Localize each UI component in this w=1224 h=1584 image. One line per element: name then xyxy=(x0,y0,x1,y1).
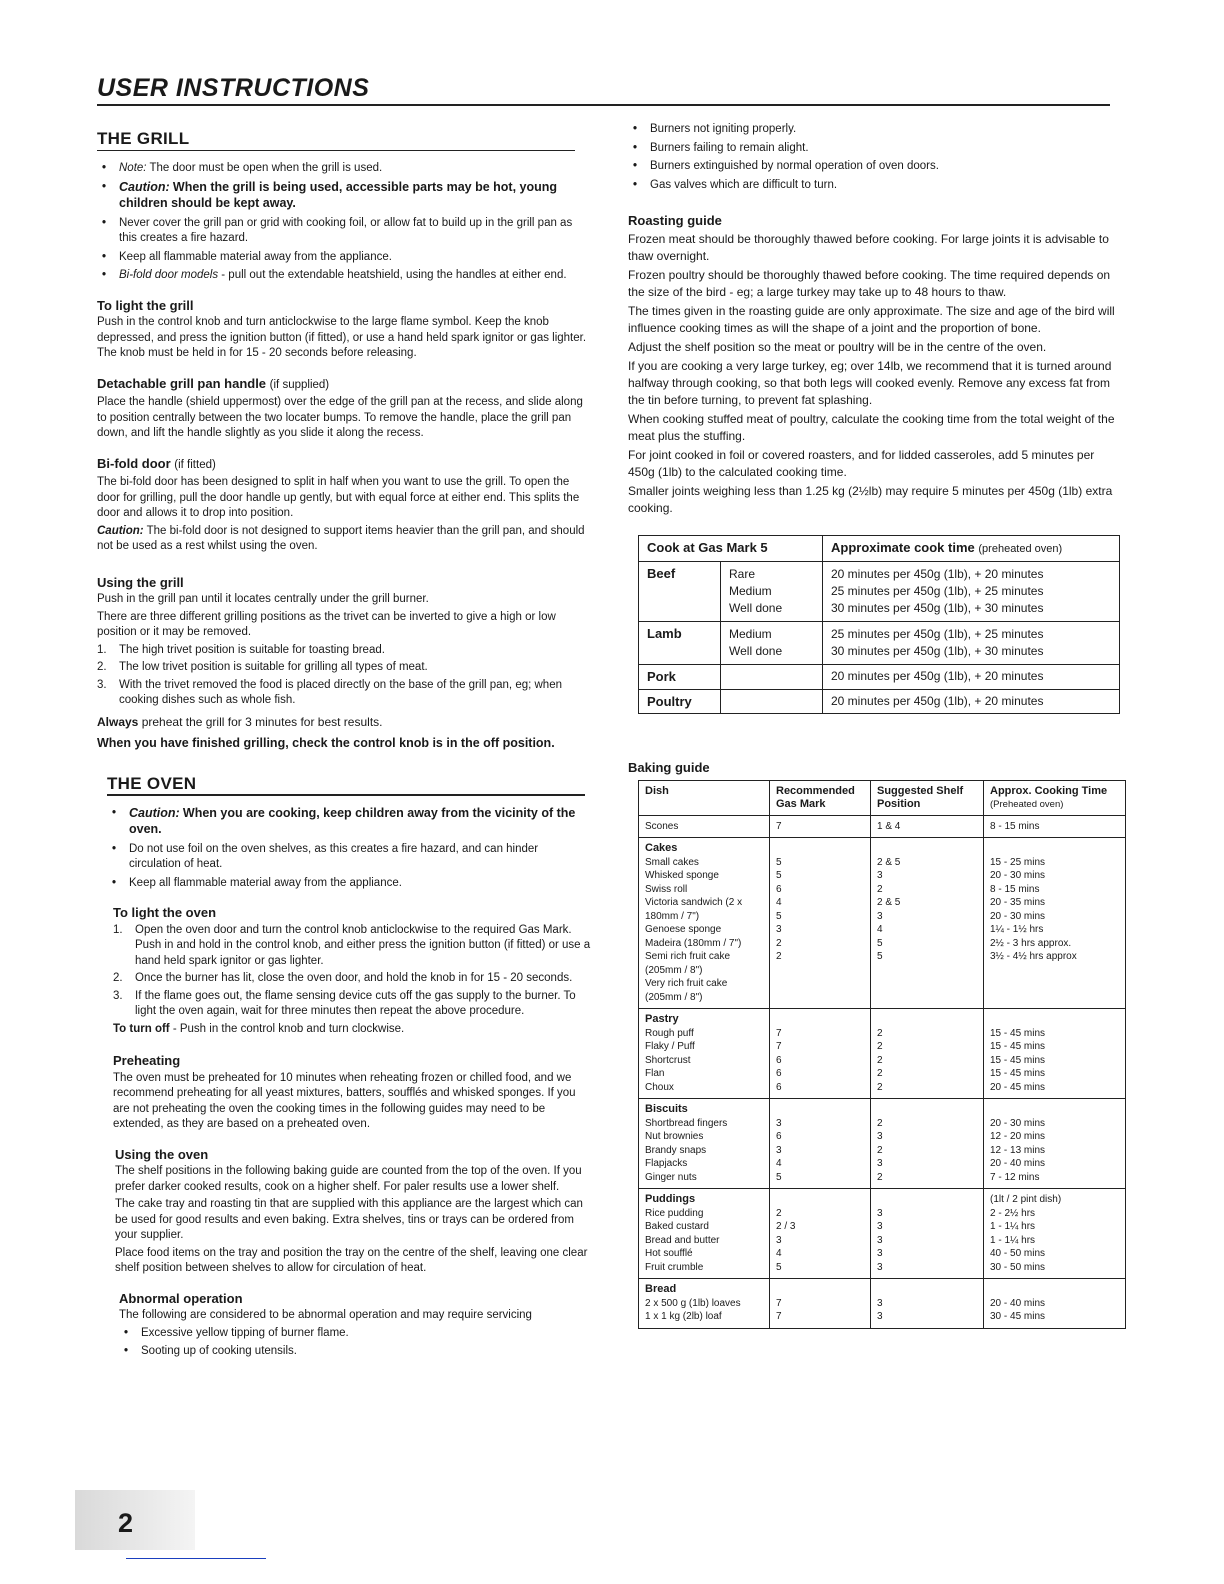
gas-mark: 5 xyxy=(776,910,782,922)
cook-time: 8 - 15 mins xyxy=(990,883,1040,895)
caution-label: Caution: xyxy=(119,179,170,194)
gas-mark: 5 xyxy=(776,1261,782,1273)
shelf-position: 3 xyxy=(877,1207,883,1219)
dish-name: Scones xyxy=(645,820,679,832)
shelf-position: 2 xyxy=(877,1171,883,1183)
time-cell xyxy=(823,622,1120,665)
light-oven-heading: To light the oven xyxy=(113,905,217,920)
shelf-position: 2 xyxy=(877,1054,883,1066)
table-row xyxy=(639,562,1120,622)
handle-heading xyxy=(97,376,592,394)
gas-mark: 4 xyxy=(776,1158,782,1169)
shelf-position: 1 & 4 xyxy=(877,820,901,832)
dish-cell xyxy=(639,1279,770,1329)
using-grill-heading: Using the grill xyxy=(97,574,184,590)
shelf-cell xyxy=(871,1099,984,1189)
group-title: Pastry xyxy=(645,1013,679,1025)
table-row xyxy=(639,1189,1126,1279)
group-spacer xyxy=(776,1103,864,1117)
step-text: If the flame goes out, the flame sensing device cuts off the gas supply to the burner. To light the oven again, wait for three minutes then repeat the above procedure. xyxy=(135,989,576,1017)
baking-table-header xyxy=(639,780,1126,815)
roasting-paragraph: The times given in the roasting guide are only approximate. The size and age of the bird will influence cooking times as will the shape of a joint and the proportion of bone. xyxy=(628,303,1115,335)
group-spacer xyxy=(990,1283,1119,1297)
cook-time: 1 - 1¼ hrs xyxy=(990,1234,1036,1246)
cook-time: 20 - 45 mins xyxy=(990,1081,1046,1093)
grill-step xyxy=(97,660,592,676)
dish-name: Choux xyxy=(645,1081,674,1093)
dish-name: Fruit crumble xyxy=(645,1261,704,1273)
roasting-paragraph: Adjust the shelf position so the meat or poultry will be in the centre of the oven. xyxy=(628,339,1047,354)
group-title: Puddings xyxy=(645,1193,696,1205)
gas-mark: 5 xyxy=(776,856,782,868)
oven-steps xyxy=(97,923,592,1020)
shelf-position: 3 xyxy=(877,1234,883,1246)
abnormal-item: • Burners extinguished by normal operation of oven doors. xyxy=(650,159,1120,175)
shelf-position: 2 xyxy=(877,1041,883,1052)
dish-name: Baked custard xyxy=(645,1221,709,1232)
group-spacer xyxy=(877,1283,977,1297)
dish-cell xyxy=(639,1189,770,1279)
grill-step xyxy=(97,678,592,709)
page-number: 2 xyxy=(118,1508,134,1538)
roast-header-left: Cook at Gas Mark 5 xyxy=(639,535,823,562)
handle-heading-text: Detachable grill pan handle xyxy=(97,375,267,391)
doneness: Rare xyxy=(729,567,756,581)
gas-mark: 5 xyxy=(776,1171,782,1183)
preheating-heading: Preheating xyxy=(113,1053,181,1068)
gas-mark-cell xyxy=(770,1189,871,1279)
roasting-heading: Roasting guide xyxy=(628,213,722,228)
cook-time: 15 - 45 mins xyxy=(990,1041,1046,1052)
grill-step xyxy=(97,643,592,659)
shelf-cell xyxy=(871,1279,984,1329)
shelf-position: 3 xyxy=(877,1248,883,1259)
dish-name: Genoese sponge xyxy=(645,924,722,935)
gas-mark: 7 xyxy=(776,1297,782,1309)
dish-name: Shortcrust xyxy=(645,1054,691,1066)
oven-rule xyxy=(107,794,585,796)
roasting-paragraph: Frozen poultry should be thoroughly thawed before cooking. The time required depends on the size of the bird - eg; a large turkey may take up to 48 hours to thaw. xyxy=(628,267,1111,299)
doneness: Well done xyxy=(729,601,783,615)
bifold-door-text: The bi-fold door has been designed to split in half when you want to use the grill. To open the door for grilling, pull the door handle up gently, but with equal force at either end. This splits the door and allows it to drop into position. xyxy=(97,476,580,519)
using-grill-text2: There are three different grilling positions as the trivet can be inverted to give a high or low position or it may be removed. xyxy=(97,610,556,638)
cook-time: 20 - 35 mins xyxy=(990,897,1046,908)
cook-time: 40 - 50 mins xyxy=(990,1248,1046,1259)
gas-mark: 6 xyxy=(776,883,782,895)
bifold-caution xyxy=(97,524,592,555)
cook-time: 8 - 15 mins xyxy=(990,820,1040,832)
cook-time: 12 - 13 mins xyxy=(990,1144,1046,1156)
gas-mark: 6 xyxy=(776,1054,782,1066)
bifold-caution-label: Caution: xyxy=(97,524,144,537)
shelf-position: 4 xyxy=(877,924,883,935)
shelf-cell xyxy=(871,838,984,1009)
abnormal-list xyxy=(97,1326,592,1360)
cook-time: 20 - 40 mins xyxy=(990,1297,1046,1309)
shelf-cell xyxy=(871,1189,984,1279)
time-cell xyxy=(984,838,1126,1009)
step-number: 2. xyxy=(97,661,107,673)
doneness-cell xyxy=(721,622,823,665)
table-row xyxy=(639,815,1126,838)
cook-time: 15 - 45 mins xyxy=(990,1054,1046,1066)
dish-name: 2 x 500 g (1lb) loaves xyxy=(645,1297,741,1309)
shelf-position: 3 xyxy=(877,1158,883,1169)
group-title: Cakes xyxy=(645,842,678,854)
bifold-heading xyxy=(97,456,592,474)
dish-name: Nut brownies xyxy=(645,1131,704,1142)
gas-mark: 6 xyxy=(776,1131,782,1142)
shelf-position: 3 xyxy=(877,910,883,922)
using-oven-heading: Using the oven xyxy=(115,1146,209,1162)
dish-name: Rough puff xyxy=(645,1027,694,1039)
gas-mark: 3 xyxy=(776,924,782,935)
roast-header-right-text: Approximate cook time xyxy=(831,539,975,555)
meat-cell: Lamb xyxy=(639,622,721,665)
group-spacer xyxy=(990,842,1119,856)
table-row xyxy=(639,1009,1126,1099)
oven-caution-label: Caution: xyxy=(129,805,180,820)
group-spacer xyxy=(877,1103,977,1117)
cook-time: 7 - 12 mins xyxy=(990,1171,1040,1183)
gas-mark: 5 xyxy=(776,870,782,881)
shelf-position: 3 xyxy=(877,1311,883,1322)
grill-bullet-foil: • Never cover the grill pan or grid with cooking foil, or allow fat to build up in the grill pan as this creates a fire hazard. xyxy=(119,216,592,247)
using-grill-text1: Push in the grill pan until it locates centrally under the grill burner. xyxy=(97,593,429,605)
dish-name: Very rich fruit cake (205mm / 8") xyxy=(645,978,728,1003)
cook-time: 2½ - 3 hrs approx. xyxy=(990,937,1072,949)
bifold-label: Bi-fold door models xyxy=(119,269,219,281)
roasting-table-header xyxy=(639,535,1120,562)
doneness-cell xyxy=(721,562,823,622)
shelf-position: 3 xyxy=(877,870,883,881)
oven-bullets xyxy=(97,806,592,892)
left-column xyxy=(97,131,592,1363)
dish-name: Victoria sandwich (2 x 180mm / 7") xyxy=(645,897,743,922)
step-text: Once the burner has lit, close the oven door, and hold the knob in for 15 - 20 seconds. xyxy=(135,972,573,984)
group-spacer xyxy=(776,1013,864,1027)
table-row xyxy=(639,622,1120,665)
bifold-suffix: (if fitted) xyxy=(174,458,216,471)
group-spacer xyxy=(877,1193,977,1207)
shelf-position: 3 xyxy=(877,1221,883,1232)
abnormal-text: The following are considered to be abnormal operation and may require servicing xyxy=(119,1309,532,1321)
shelf-position: 3 xyxy=(877,1297,883,1309)
table-row xyxy=(639,1099,1126,1189)
shelf-cell xyxy=(871,1009,984,1099)
cook-time: 15 - 45 mins xyxy=(990,1027,1046,1039)
shelf-cell xyxy=(871,815,984,838)
dish-name: Whisked sponge xyxy=(645,870,719,881)
dish-cell xyxy=(639,838,770,1009)
gas-mark-cell xyxy=(770,838,871,1009)
gas-mark: 2 / 3 xyxy=(776,1221,796,1232)
time-cell xyxy=(984,815,1126,838)
step-number: 1. xyxy=(113,923,123,936)
shelf-position: 2 & 5 xyxy=(877,897,901,908)
gas-mark: 4 xyxy=(776,897,782,908)
step-number: 3. xyxy=(97,678,107,691)
always-label: Always xyxy=(97,714,139,729)
shelf-position: 3 xyxy=(877,1131,883,1142)
using-oven-text1: The shelf positions in the following baking guide are counted from the top of the oven. If you prefer darker cooked results, cook on a higher shelf. For paler results use a lower shelf. xyxy=(115,1165,582,1193)
cook-time: 20 - 30 mins xyxy=(990,910,1046,922)
group-spacer xyxy=(990,1013,1119,1027)
light-grill-text: Push in the control knob and turn anticlockwise to the large flame symbol. Keep the knob depressed, and press the ignition button (if fitted), or use a hand held spark ignitor or gas lighter. The knob must be held in for 15 - 20 seconds before releasing. xyxy=(97,316,587,359)
shelf-position: 2 xyxy=(877,1027,883,1039)
shelf-position: 2 xyxy=(877,1081,883,1093)
gas-mark: 6 xyxy=(776,1068,782,1079)
gas-mark-cell xyxy=(770,1099,871,1189)
preheating-text: The oven must be preheated for 10 minutes when reheating frozen or chilled food, and we recommend preheating for all yeast mixtures, batters, soufflés and whisked sponges. If you are not preheating the oven the cooking times in the following guides may need to be extended, as they are based on a preheated oven. xyxy=(113,1071,576,1130)
dish-name: Flan xyxy=(645,1068,665,1079)
gas-mark: 7 xyxy=(776,1041,782,1052)
grill-caution xyxy=(119,180,592,213)
always-text: preheat the grill for 3 minutes for best results. xyxy=(141,714,383,729)
cook-time: 30 minutes per 450g (1lb), + 30 minutes xyxy=(831,644,1044,658)
note-label: Note: xyxy=(119,162,147,174)
shelf-position: 5 xyxy=(877,951,883,962)
dish-name: Swiss roll xyxy=(645,883,688,895)
roast-header-right-suffix: (preheated oven) xyxy=(978,542,1063,555)
roasting-paragraph: For joint cooked in foil or covered roasters, and for lidded casseroles, add 5 minutes per 450g (1lb) to the calculated cooking time. xyxy=(628,447,1095,479)
oven-step xyxy=(113,989,592,1020)
group-spacer xyxy=(776,842,864,856)
time-cell xyxy=(823,562,1120,622)
bottom-rule xyxy=(126,1558,266,1559)
time-cell xyxy=(984,1099,1126,1189)
bifold-heading-text: Bi-fold door xyxy=(97,455,171,471)
dish-name: Ginger nuts xyxy=(645,1171,697,1183)
oven-bullet-foil: • Do not use foil on the oven shelves, as this creates a fire hazard, and can hinder circulation of heat. xyxy=(129,842,592,873)
roasting-paragraph: Frozen meat should be thoroughly thawed before cooking. For large joints it is advisable to thaw overnight. xyxy=(628,231,1109,263)
abnormal-item: • Excessive yellow tipping of burner flame. xyxy=(141,1326,592,1342)
oven-step xyxy=(113,923,592,970)
cook-time: 30 minutes per 450g (1lb), + 30 minutes xyxy=(831,601,1044,615)
grill-note xyxy=(119,161,592,177)
dish-name: Semi rich fruit cake (205mm / 8") xyxy=(645,951,731,976)
gas-mark: 3 xyxy=(776,1144,782,1156)
gas-mark: 2 xyxy=(776,937,782,949)
shelf-position: 2 xyxy=(877,1068,883,1079)
group-spacer xyxy=(877,842,977,856)
grill-bullet-flammable: • Keep all flammable material away from the appliance. xyxy=(119,250,592,266)
dish-name: Small cakes xyxy=(645,856,699,868)
dish-name: Shortbread fingers xyxy=(645,1117,728,1129)
doneness: Medium xyxy=(729,584,772,598)
dish-cell xyxy=(639,1009,770,1099)
grill-bullet-bifold xyxy=(119,268,592,284)
oven-heading: THE OVEN xyxy=(107,773,197,793)
page-title: USER INSTRUCTIONS xyxy=(97,74,370,102)
dish-name: Flapjacks xyxy=(645,1158,688,1169)
gas-mark-cell xyxy=(770,1009,871,1099)
time-cell xyxy=(984,1279,1126,1329)
gas-mark: 7 xyxy=(776,1027,782,1039)
title-rule xyxy=(97,104,1110,106)
gas-mark: 2 xyxy=(776,1207,782,1219)
roasting-paragraph: When cooking stuffed meat of poultry, calculate the cooking time from the total weight of the meat plus the stuffing. xyxy=(628,411,1115,443)
group-title: Biscuits xyxy=(645,1103,688,1115)
table-row xyxy=(639,689,1120,714)
grill-steps xyxy=(97,643,592,709)
step-number: 1. xyxy=(97,643,107,656)
abnormal-item: • Burners failing to remain alight. xyxy=(650,141,1120,157)
gas-mark-cell xyxy=(770,1279,871,1329)
time-cell xyxy=(984,1189,1126,1279)
dish-name: Madeira (180mm / 7") xyxy=(645,937,742,949)
right-column xyxy=(628,122,1120,1329)
meat-cell: Poultry xyxy=(639,689,721,714)
cook-time: 2 - 2½ hrs xyxy=(990,1207,1036,1219)
cook-time: 15 - 45 mins xyxy=(990,1068,1046,1079)
shelf-position: 5 xyxy=(877,937,883,949)
abnormal-item: • Burners not igniting properly. xyxy=(650,122,1120,138)
step-number: 3. xyxy=(113,989,123,1002)
oven-step xyxy=(113,971,592,987)
shelf-position: 2 xyxy=(877,1117,883,1129)
cook-time: 1 - 1¼ hrs xyxy=(990,1221,1036,1232)
cook-time: 20 - 30 mins xyxy=(990,1117,1046,1129)
time-cell xyxy=(984,1009,1126,1099)
cook-time: 30 - 50 mins xyxy=(990,1261,1046,1273)
roasting-paragraph: If you are cooking a very large turkey, eg; over 14lb, we recommend that it is turned around halfway through cooking, so that both legs will cooked evenly. Remove any excess fat from the tin before turning, to prevent fat splashing. xyxy=(628,358,1112,407)
dish-name: Brandy snaps xyxy=(645,1144,707,1156)
abnormal-heading: Abnormal operation xyxy=(119,1290,243,1306)
oven-bullet-flammable: • Keep all flammable material away from the appliance. xyxy=(129,876,592,892)
gas-mark: 6 xyxy=(776,1081,782,1093)
cook-time: 30 - 45 mins xyxy=(990,1311,1046,1322)
roasting-paragraph: Smaller joints weighing less than 1.25 kg (2½lb) may require 5 minutes per 450g (1lb) extra cooking. xyxy=(628,483,1113,515)
group-spacer xyxy=(877,1013,977,1027)
dish-name: Rice pudding xyxy=(645,1207,704,1219)
baking-table xyxy=(638,780,1126,1329)
table-row xyxy=(639,665,1120,690)
gas-mark: 7 xyxy=(776,1311,782,1322)
gas-mark: 4 xyxy=(776,1248,782,1259)
col-gas: Recommended Gas Mark xyxy=(770,780,871,815)
cook-time: 15 - 25 mins xyxy=(990,856,1046,868)
abnormal-list-continued xyxy=(628,122,1120,193)
cook-time: 20 minutes per 450g (1lb), + 20 minutes xyxy=(831,567,1044,581)
cook-time: 3½ - 4½ hrs approx xyxy=(990,951,1077,962)
cook-time: 1¼ - 1½ hrs xyxy=(990,924,1044,935)
shelf-position: 3 xyxy=(877,1261,883,1273)
using-oven-text3: Place food items on the tray and position the tray on the centre of the shelf, leaving one clear shelf position between shelves to allow for circulation of heat. xyxy=(115,1246,588,1274)
group-note: (1lt / 2 pint dish) xyxy=(990,1194,1062,1205)
dish-name: Hot soufflé xyxy=(645,1248,693,1259)
abnormal-item: • Gas valves which are difficult to turn. xyxy=(650,178,1120,194)
meat-cell: Pork xyxy=(639,665,721,690)
baking-heading: Baking guide xyxy=(628,760,710,775)
time-cell: 20 minutes per 450g (1lb), + 20 minutes xyxy=(823,665,1120,690)
step-text: The low trivet position is suitable for grilling all types of meat. xyxy=(119,661,428,673)
step-text: With the trivet removed the food is placed directly on the base of the grill pan, eg; when cooking dishes such as whole fish. xyxy=(119,678,562,706)
doneness: Medium xyxy=(729,627,772,641)
dish-cell xyxy=(639,1099,770,1189)
group-spacer xyxy=(776,1193,864,1207)
cook-time: 25 minutes per 450g (1lb), + 25 minutes xyxy=(831,627,1044,641)
bifold-text: - pull out the extendable heatshield, using the handles at either end. xyxy=(221,269,567,281)
gas-mark: 7 xyxy=(776,820,782,832)
step-text: Open the oven door and turn the control knob anticlockwise to the required Gas Mark. Push in and hold in the control knob, and either press the ignition button (if fitted) or use a hand held spark ignitor or gas lighter. xyxy=(135,923,591,967)
oven-caution-text: When you are cooking, keep children away from the vicinity of the oven. xyxy=(129,805,576,836)
always-preheat xyxy=(97,715,592,731)
grill-rule xyxy=(97,150,575,152)
table-row xyxy=(639,1279,1126,1329)
roast-header-right xyxy=(823,535,1120,562)
handle-text: Place the handle (shield uppermost) over the edge of the grill pan at the recess, and slide along to position centrally between the two locater bumps. To remove the handle, place the grill pan down, and lift the handle slightly as you slide it along the recess. xyxy=(97,396,583,439)
grill-bullets xyxy=(97,161,592,284)
turn-off-line xyxy=(97,1022,592,1038)
shelf-position: 2 & 5 xyxy=(877,856,901,868)
grill-heading: THE GRILL xyxy=(97,129,190,148)
cook-time: 20 - 40 mins xyxy=(990,1158,1046,1169)
handle-suffix: (if supplied) xyxy=(269,378,330,391)
turn-off-text: - Push in the control knob and turn clockwise. xyxy=(172,1022,405,1035)
turn-off-label: To turn off xyxy=(113,1022,170,1035)
group-title: Bread xyxy=(645,1283,677,1295)
shelf-position: 2 xyxy=(877,883,883,895)
roasting-paragraphs xyxy=(628,231,1120,517)
dish-name: Bread and butter xyxy=(645,1234,720,1246)
gas-mark: 3 xyxy=(776,1234,782,1246)
gas-mark: 3 xyxy=(776,1117,782,1129)
meat-cell: Beef xyxy=(639,562,721,622)
time-cell: 20 minutes per 450g (1lb), + 20 minutes xyxy=(823,689,1120,714)
step-text: The high trivet position is suitable for toasting bread. xyxy=(119,643,385,656)
light-grill-heading: To light the grill xyxy=(97,297,194,313)
group-spacer xyxy=(776,1283,864,1297)
col-shelf: Suggested Shelf Position xyxy=(871,780,984,815)
dish-cell xyxy=(639,815,770,838)
step-number: 2. xyxy=(113,972,123,984)
cook-time: 12 - 20 mins xyxy=(990,1131,1046,1142)
group-spacer xyxy=(990,1103,1119,1117)
gas-mark-cell xyxy=(770,815,871,838)
oven-caution xyxy=(129,806,592,839)
gas-mark: 2 xyxy=(776,951,782,962)
cook-time: 20 - 30 mins xyxy=(990,870,1046,881)
cook-time: 25 minutes per 450g (1lb), + 25 minutes xyxy=(831,584,1044,598)
using-oven-text2: The cake tray and roasting tin that are supplied with this appliance are the largest which can be used for good results and even baking. Extra shelves, tins or trays can be ordered from your supplier. xyxy=(115,1198,583,1241)
page-corner-shading xyxy=(75,1490,195,1550)
abnormal-item: • Sooting up of cooking utensils. xyxy=(141,1344,592,1360)
roasting-table xyxy=(638,535,1120,715)
dish-name: 1 x 1 kg (2lb) loaf xyxy=(645,1311,722,1322)
col-time xyxy=(984,780,1126,815)
doneness-cell xyxy=(721,689,823,714)
col-time-text: Approx. Cooking Time xyxy=(990,784,1108,797)
dish-name: Flaky / Puff xyxy=(645,1041,695,1052)
note-text: The door must be open when the grill is used. xyxy=(149,162,383,174)
bifold-caution-text: The bi-fold door is not designed to support items heavier than the grill pan, and should not be used as a rest whilst using the oven. xyxy=(97,524,585,552)
col-dish: Dish xyxy=(639,780,770,815)
col-time-suffix: (Preheated oven) xyxy=(990,798,1064,810)
doneness-cell xyxy=(721,665,823,690)
finished-grilling-warning: When you have finished grilling, check the control knob is in the off position. xyxy=(97,736,555,750)
shelf-position: 2 xyxy=(877,1144,883,1156)
doneness: Well done xyxy=(729,644,783,658)
table-row xyxy=(639,838,1126,1009)
caution-text: When the grill is being used, accessible parts may be hot, young children should be kept away. xyxy=(119,179,558,210)
